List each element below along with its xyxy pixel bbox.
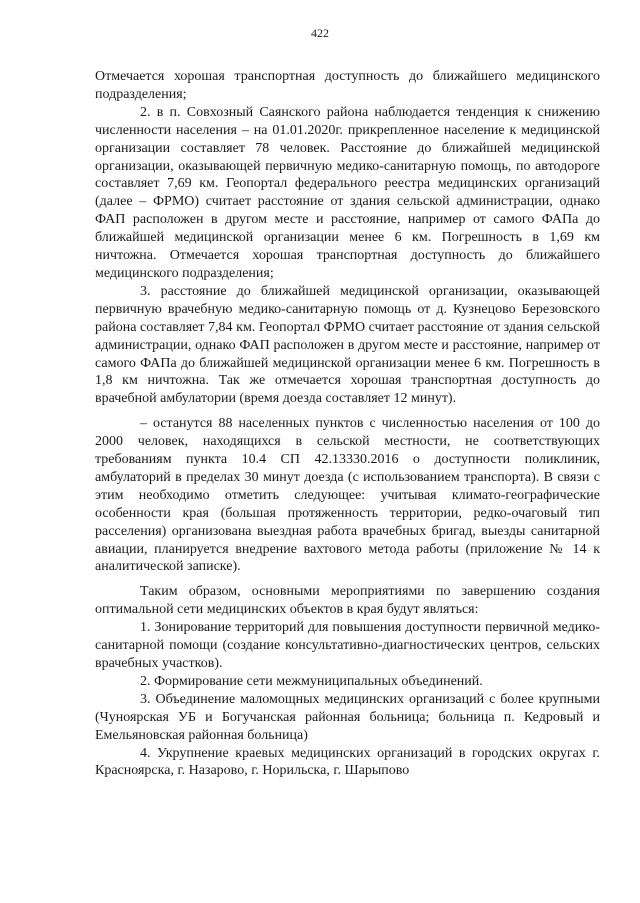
- paragraph-measures-intro: Таким образом, основными мероприятиями по завершению создания оптимальной сети медицинских объектов в края будут являться:: [95, 584, 600, 618]
- list-item-zoning: 1. Зонирование территорий для повышения доступности первичной медико-санитарной помощи (создание консультативно-диагностических центров, сельских врачебных участков).: [95, 620, 600, 671]
- list-item-intermunicipal: 2. Формирование сети межмуниципальных объединений.: [140, 673, 483, 689]
- document-body: [95, 68, 600, 780]
- paragraph-item-2-sovkhozny: 2. в п. Совхозный Саянского района наблюдается тенденция к снижению численности населения – на 01.01.2020г. прикрепленное население к медицинской организации составляет 78 человек. Расстояние до ближайшей медицинской организации, оказывающей первичную медико-санитарную помощь, по автодороге составляет 7,69 км. Геопортал федерального реестра медицинских организаций (далее – ФРМО) считает расстояние от здания сельской администрации, однако ФАП расположен в другом месте и расстояние, например от самого ФАПа до ближайшей медицинской организации менее 6 км. Погрешность в 1,69 км ничтожна. Отмечается хорошая транспортная доступность до ближайшего медицинского подразделения;: [95, 104, 600, 281]
- page-number: 422: [311, 26, 329, 40]
- list-item-merging: 3. Объединение маломощных медицинских организаций с более крупными (Чуноярская УБ и Богучанская районная больница; больница п. Кедровый и Емельяновская районная больница): [95, 691, 600, 743]
- paragraph-remaining-settlements: – останутся 88 населенных пунктов с численностью населения от 100 до 2000 человек, находящихся в сельской местности, не соответствующих требованиям пункта 10.4 СП 42.13330.2016 о доступности поликлиник, амбулаторий в пределах 30 минут доезда (с использованием транспорта). В связи с этим необходимо отметить следующее: учитывая климато-географические особенности края (большая протяженность территории, редко-очаговый тип расселения) организована выездная работа врачебных бригад, выезды санитарной авиации, планируется внедрение вахтового метода работы (приложение № 14 к аналитической записке).: [95, 416, 600, 575]
- paragraph-item-3-kuznetsovo: 3. расстояние до ближайшей медицинской организации, оказывающей первичную врачебную медико-санитарную помощь от д. Кузнецово Березовского района составляет 7,84 км. Геопортал ФРМО считает расстояние от здания сельской администрации, однако ФАП расположен в другом месте и расстояние, например от самого ФАПа до ближайшей медицинской организации менее 6 км. Погрешность в 1,8 км ничтожна. Так же отмечается хорошая транспортная доступность до врачебной амбулатории (время доезда составляет 12 минут).: [95, 283, 600, 407]
- paragraph-accessibility-note: Отмечается хорошая транспортная доступность до ближайшего медицинского подразделения;: [95, 69, 600, 102]
- list-item-consolidation: 4. Укрупнение краевых медицинских организаций в городских округах г. Красноярска, г. Назарово, г. Норильска, г. Шарыпово: [95, 745, 600, 779]
